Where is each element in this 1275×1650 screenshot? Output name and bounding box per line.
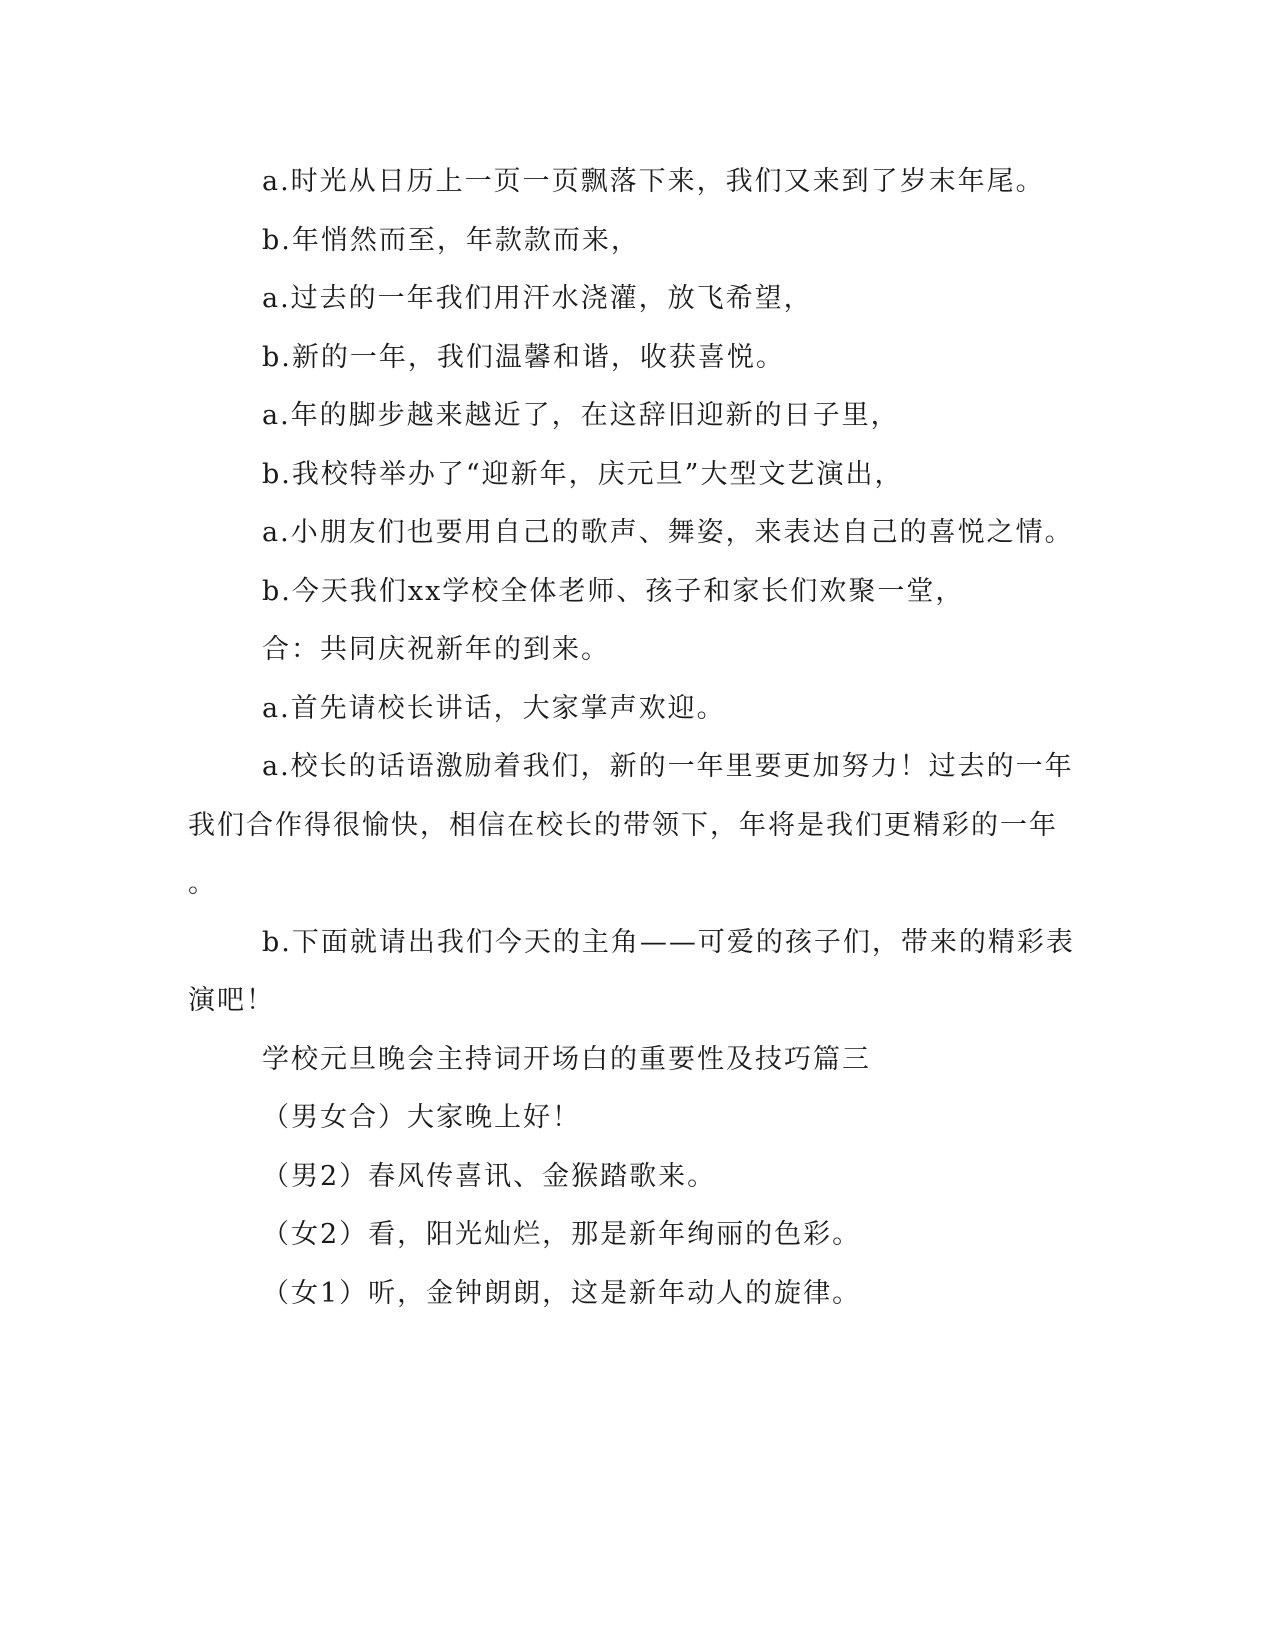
text-line: （男女合）大家晚上好！ [262, 1102, 581, 1133]
text-line: b.下面就请出我们今天的主角——可爱的孩子们，带来的精彩表 [262, 927, 1075, 958]
text-line: 合：共同庆祝新年的到来。 [262, 634, 610, 665]
text-line: b.我校特举办了“迎新年，庆元旦”大型文艺演出， [262, 459, 904, 490]
section-heading: 学校元旦晚会主持词开场白的重要性及技巧篇三 [262, 1044, 871, 1075]
text-line: （女1）听，金钟朗朗，这是新年动人的旋律。 [262, 1278, 862, 1309]
text-line: a.首先请校长讲话，大家掌声欢迎。 [262, 693, 726, 724]
text-line: （女2）看，阳光灿烂，那是新年绚丽的色彩。 [262, 1219, 862, 1250]
text-line: a.小朋友们也要用自己的歌声、舞姿，来表达自己的喜悦之情。 [262, 517, 1074, 548]
text-line: b.今天我们xx学校全体老师、孩子和家长们欢聚一堂， [262, 576, 965, 607]
text-line: b.新的一年，我们温馨和谐，收获喜悦。 [262, 342, 785, 373]
text-line: 。 [188, 868, 217, 899]
text-line: a.年的脚步越来越近了，在这辞旧迎新的日子里， [262, 400, 900, 431]
text-line: 演吧！ [188, 985, 275, 1016]
text-line: b.年悄然而至，年款款而来， [262, 225, 640, 256]
text-line: a.过去的一年我们用汗水浇灌，放飞希望， [262, 283, 813, 314]
text-line: 我们合作得很愉快，相信在校长的带领下，年将是我们更精彩的一年 [188, 810, 1058, 841]
text-line: （男2）春风传喜讯、金猴踏歌来。 [262, 1161, 717, 1192]
text-line: a.校长的话语激励着我们，新的一年里要更加努力！过去的一年 [262, 751, 1074, 782]
text-line: a.时光从日历上一页一页飘落下来，我们又来到了岁末年尾。 [262, 166, 1045, 197]
